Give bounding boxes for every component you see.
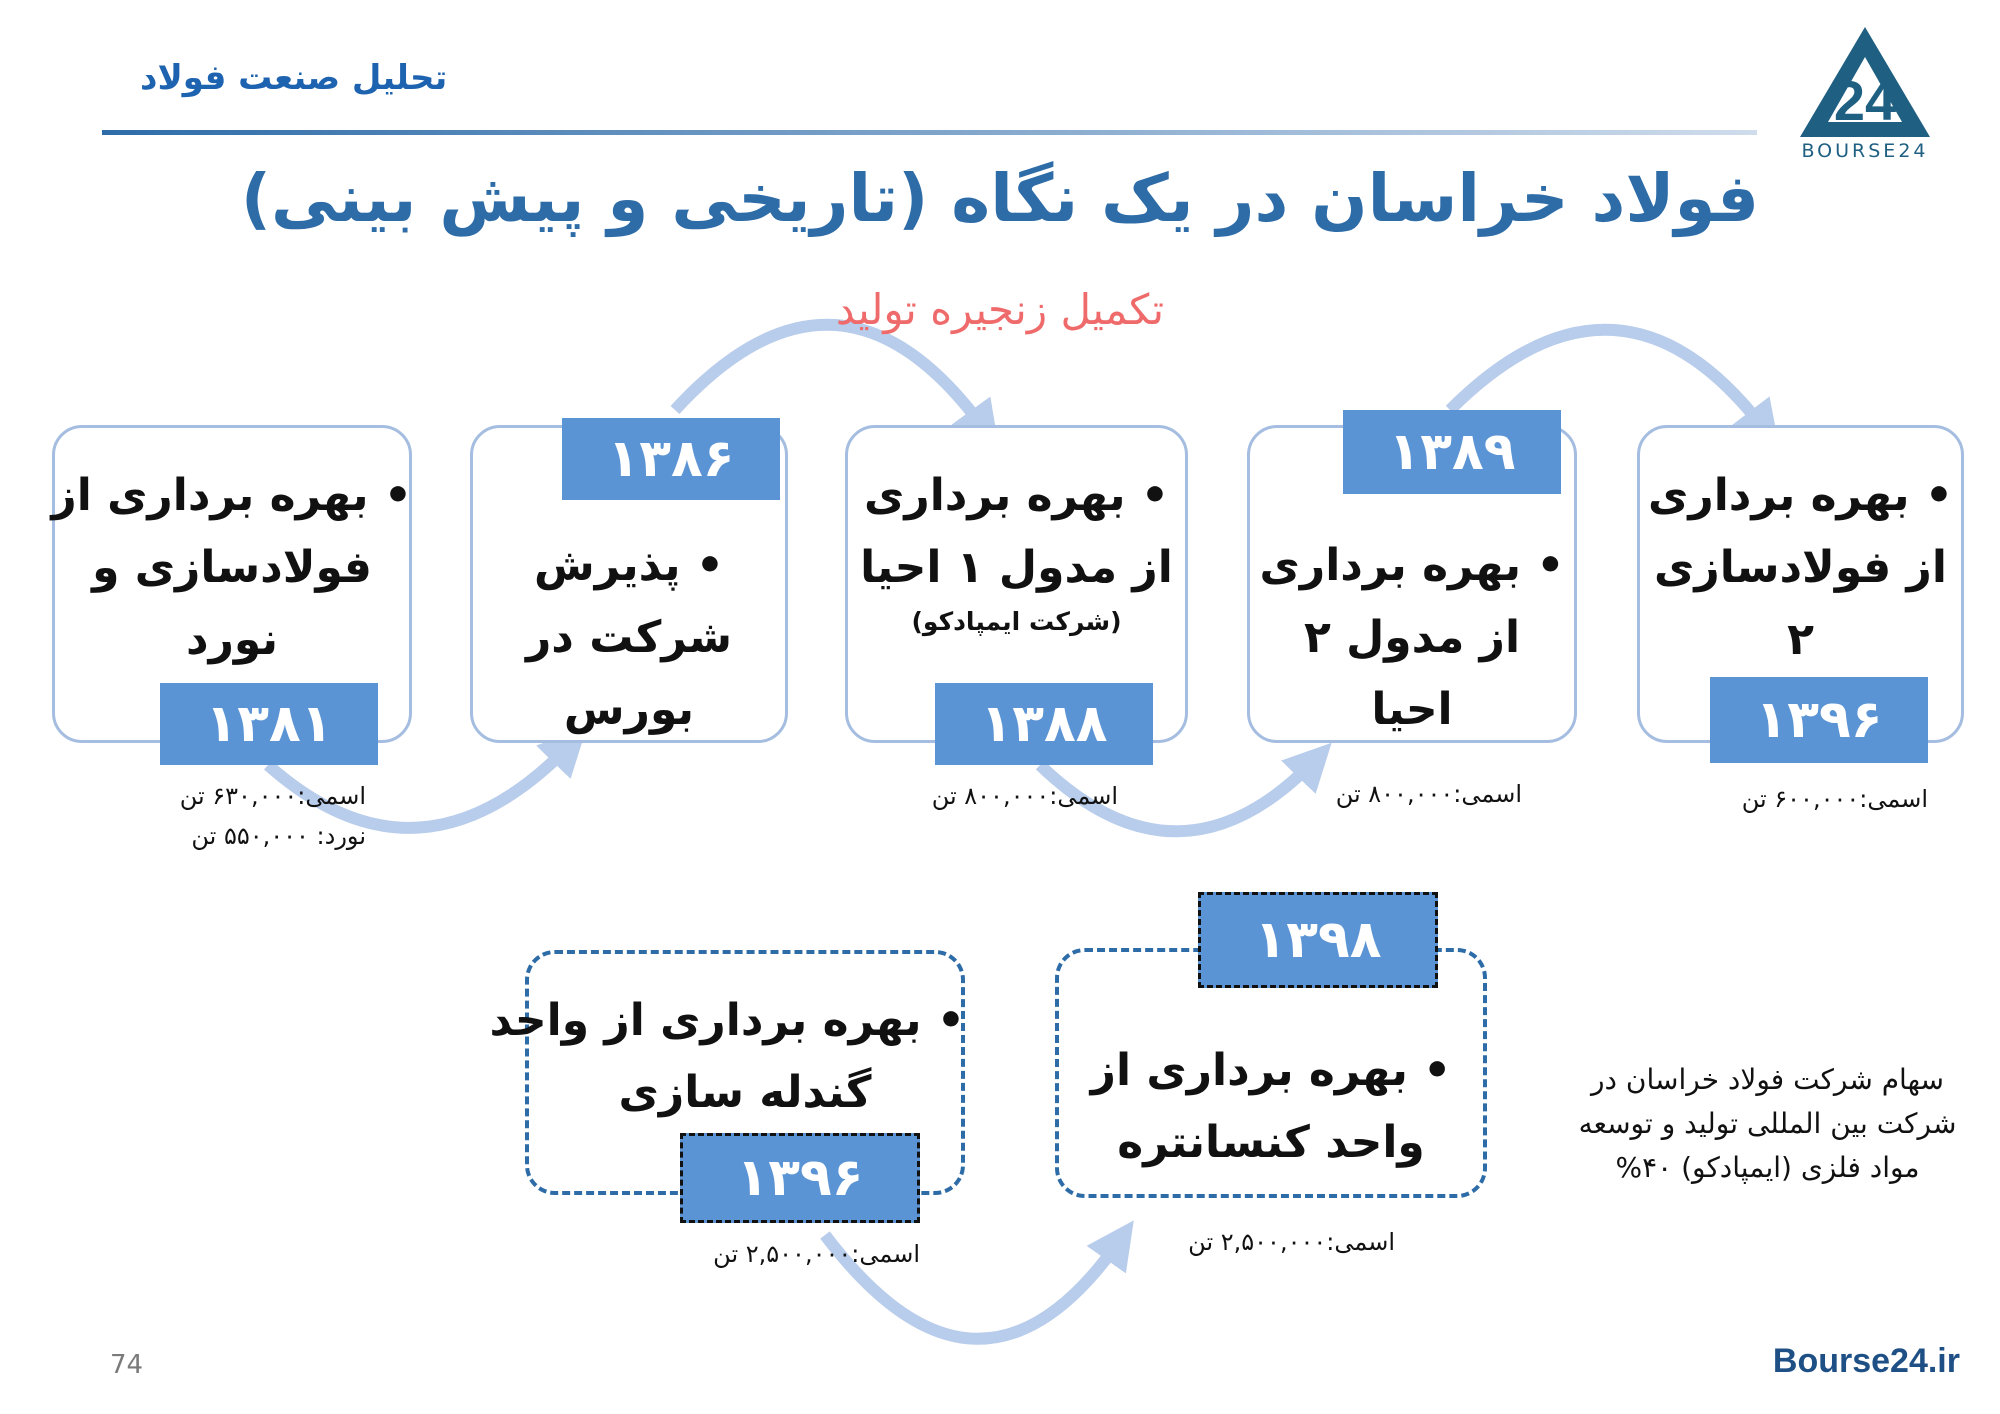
capacity-caption: اسمی:۸۰۰,۰۰۰ تن [931,782,1118,810]
capacity-caption: اسمی:۲,۵۰۰,۰۰۰ تن [1188,1228,1395,1256]
forecast-box-1398-text [1055,1035,1487,1179]
year-badge-1389: ۱۳۸۹ [1343,410,1561,494]
year-badge-1386: ۱۳۸۶ [562,418,780,500]
section-title: تحلیل صنعت فولاد [140,58,448,98]
capacity-caption: اسمی:۲,۵۰۰,۰۰۰ تن [713,1240,920,1268]
year-badge-1388: ۱۳۸۸ [935,683,1153,765]
arrow-1386-1388 [675,325,985,430]
box-line: از مدول ۱ احیا [860,542,1173,593]
box-line: بورس [563,684,695,735]
box-line: ۲ [1787,614,1814,665]
year-badge-1396: ۱۳۹۶ [1710,677,1928,763]
note-line: سهام شرکت فولاد خراسان در [1591,1063,1944,1096]
box-line: • بهره برداری [845,460,1188,532]
page-number: 74 [110,1350,144,1380]
box-line: شرکت در [525,612,733,663]
capacity-caption: اسمی:۶۳۰,۰۰۰ تن [179,782,366,810]
timeline-box-1381-text [52,460,412,676]
diagram-subtitle: تکمیل زنجیره تولید [835,285,1165,334]
forecast-year-badge-1398: ۱۳۹۸ [1198,892,1438,988]
forecast-box-1396-text [489,985,965,1129]
svg-text:24: 24 [1833,69,1897,132]
site-link[interactable]: Bourse24.ir [1772,1342,1960,1380]
year-badge-1381: ۱۳۸۱ [160,683,378,765]
impadco-share-note [1540,1058,1995,1190]
timeline-box-1388-text [845,460,1188,640]
logo-icon [1790,22,1940,142]
box-line: نورد [185,614,279,665]
box-line: • بهره برداری از [1055,1035,1487,1107]
box-line: • بهره برداری از واحد [525,985,965,1057]
box-line: از مدول ۲ [1303,612,1521,663]
page-title: فولاد خراسان در یک نگاه (تاریخی و پیش بینی) [240,160,1760,237]
timeline-box-1386-text [470,530,788,746]
box-line: از فولادسازی [1654,542,1947,593]
capacity-caption: اسمی:۸۰۰,۰۰۰ تن [1335,780,1522,808]
box-line: گندله سازی [618,1067,872,1118]
box-line: • پذیرش [470,530,788,602]
note-line: شرکت بین المللی تولید و توسعه [1578,1107,1957,1140]
box-line: واحد کنسانتره [1117,1117,1425,1168]
rolling-capacity-caption: نورد: ۵۵۰,۰۰۰ تن [191,822,366,850]
box-line: • بهره برداری [1637,460,1964,532]
note-line: مواد فلزی (ایمپادکو) ۴۰% [1615,1151,1920,1184]
box-line: • بهره برداری [1247,530,1577,602]
company-note: (شرکت ایمپادکو) [911,607,1122,636]
timeline-box-1396-text [1637,460,1964,676]
header-rule [102,130,1757,135]
logo-text: BOURSE24 [1801,140,1929,162]
forecast-year-badge-1396: ۱۳۹۶ [680,1133,920,1223]
box-line: احیا [1371,684,1453,735]
capacity-caption: اسمی:۶۰۰,۰۰۰ تن [1741,785,1928,813]
box-line: • بهره برداری از [52,460,412,532]
timeline-box-1389-text [1247,530,1577,746]
box-line: فولادسازی و [92,542,372,593]
